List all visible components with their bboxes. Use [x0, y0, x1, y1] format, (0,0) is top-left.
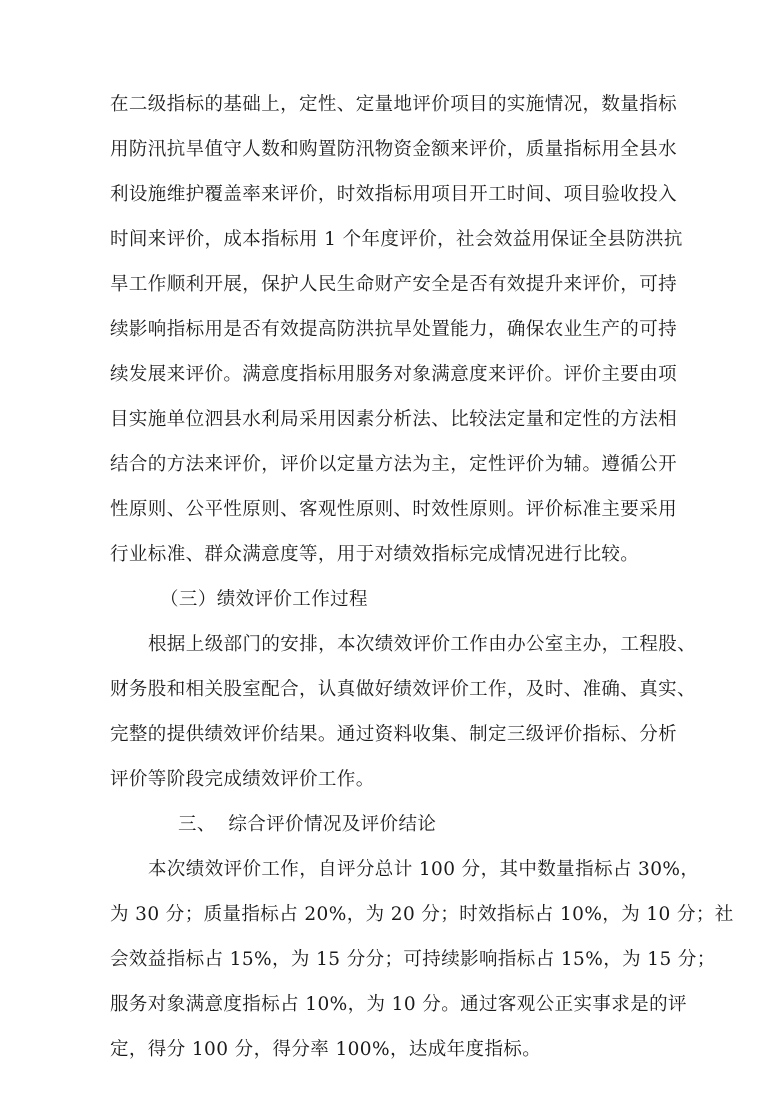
- paragraph-line: 在二级指标的基础上，定性、定量地评价项目的实施情况，数量指标: [110, 94, 678, 115]
- paragraph-line: 完整的提供绩效评价结果。通过资料收集、制定三级评价指标、分析: [110, 724, 678, 745]
- paragraph-line: 财务股和相关股室配合，认真做好绩效评价工作，及时、准确、真实、: [110, 679, 696, 700]
- paragraph-line: 续影响指标用是否有效提高防洪抗旱处置能力，确保农业生产的可持: [110, 319, 678, 340]
- paragraph-line: 行业标准、群众满意度等，用于对绩效指标完成情况进行比较。: [110, 544, 640, 565]
- paragraph-line: 服务对象满意度指标占 10%，为 10 分。通过客观公正实事求是的评: [110, 994, 687, 1015]
- subsection-heading: （三）绩效评价工作过程: [160, 589, 368, 610]
- paragraph-line: 会效益指标占 15%，为 15 分分；可持续影响指标占 15%，为 15 分；: [110, 949, 716, 970]
- paragraph-line: 本次绩效评价工作，自评分总计 100 分，其中数量指标占 30%，: [148, 859, 700, 880]
- paragraph-line: 结合的方法来评价，评价以定量方法为主，定性评价为辅。遵循公开: [110, 454, 678, 475]
- paragraph-line: 时间来评价，成本指标用 1 个年度评价，社会效益用保证全县防洪抗: [110, 229, 683, 250]
- paragraph-line: 用防汛抗旱值守人数和购置防汛物资金额来评价，质量指标用全县水: [110, 139, 678, 160]
- paragraph-line: 旱工作顺利开展，保护人民生命财产安全是否有效提升来评价，可持: [110, 274, 678, 295]
- paragraph-line: 目实施单位泗县水利局采用因素分析法、比较法定量和定性的方法相: [110, 409, 678, 430]
- paragraph-line: 评价等阶段完成绩效评价工作。: [110, 769, 375, 790]
- paragraph-line: 性原则、公平性原则、客观性原则、时效性原则。评价标准主要采用: [110, 499, 678, 520]
- document-body: [110, 82, 734, 1072]
- paragraph-line: 为 30 分；质量指标占 20%，为 20 分；时效指标占 10%，为 10 分；社: [110, 904, 734, 925]
- paragraph-line: 利设施维护覆盖率来评价，时效指标用项目开工时间、项目验收投入: [110, 184, 678, 205]
- paragraph-line: 根据上级部门的安排，本次绩效评价工作由办公室主办，工程股、: [148, 634, 697, 655]
- paragraph-line: 定，得分 100 分，得分率 100%，达成年度指标。: [110, 1039, 542, 1060]
- paragraph-line: 续发展来评价。满意度指标用服务对象满意度来评价。评价主要由项: [110, 364, 678, 385]
- section-heading: 三、 综合评价情况及评价结论: [178, 814, 437, 835]
